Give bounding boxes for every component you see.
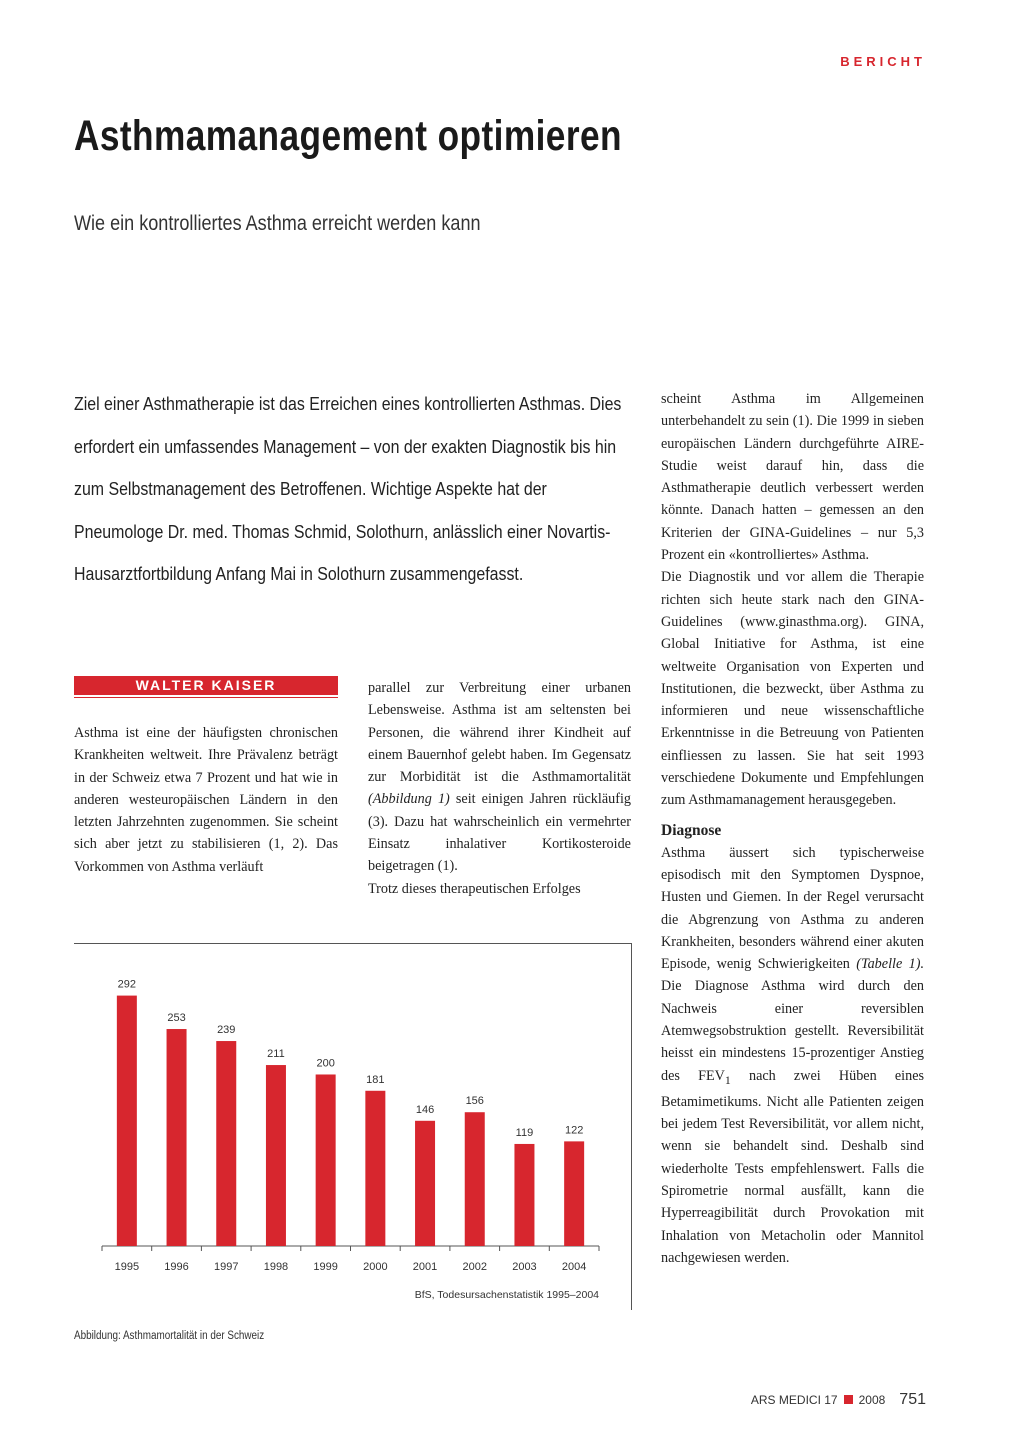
x-tick-label-2004: 2004 bbox=[561, 1261, 587, 1273]
bar-1995 bbox=[117, 996, 137, 1246]
section-heading-diagnose: Diagnose bbox=[661, 821, 722, 839]
author-byline: WALTER KAISER bbox=[74, 676, 338, 695]
x-tick-label-1998: 1998 bbox=[263, 1261, 289, 1273]
x-tick-label-2000: 2000 bbox=[363, 1261, 388, 1273]
data-label-2002: 156 bbox=[465, 1095, 484, 1108]
chart-frame bbox=[74, 943, 632, 1310]
journal-year: 2008 bbox=[858, 1393, 886, 1407]
article-subtitle: Wie ein kontrolliertes Asthma erreicht werden kann bbox=[74, 212, 481, 235]
data-label-2003: 119 bbox=[515, 1126, 534, 1139]
data-label-1996: 253 bbox=[167, 1012, 186, 1025]
figure-caption: Abbildung: Asthmamortalität in der Schweiz bbox=[74, 1330, 265, 1342]
byline-rule bbox=[74, 697, 338, 698]
body-paragraph: Asthma ist eine der häufigsten chronischen Krankheiten weltweit. Ihre Prävalenz beträgt in der Schweiz etwa 7 Prozent und hat wie in anderen westeuropäischen Ländern in den letzten Jahrzehnten zugenommen. Sie scheint sich aber jetzt zu stabilisieren (1, 2). Das Vorkommen von Asthma verläuft bbox=[74, 725, 338, 875]
bar-2000 bbox=[365, 1091, 385, 1246]
x-tick-label-1996: 1996 bbox=[164, 1261, 189, 1273]
data-label-1997: 239 bbox=[217, 1024, 236, 1037]
x-tick-label-2003: 2003 bbox=[512, 1261, 537, 1273]
data-label-2000: 181 bbox=[366, 1073, 385, 1086]
data-label-1999: 200 bbox=[316, 1057, 335, 1070]
footer-square-icon bbox=[844, 1395, 853, 1404]
bar-2002 bbox=[465, 1112, 485, 1246]
body-paragraph: Asthma äussert sich typischerweise episodisch mit den Symptomen Dyspnoe, Husten und Giemen. In der Regel verursacht die Abgrenzung von Asthma zu anderen Krankheiten, besonders während einer akuten Episode, wenig Schwierigkeiten (Tabelle 1). Die Diagnose Asthma wird durch den Nachweis einer reversiblen Atemwegsobstruktion gestellt. Reversibilität heisst ein mindestens 15-prozentiger Anstieg des $FEV_1$ nach zwei Hüben eines Betamimetikums. Nicht alle Patienten zeigen bei jedem Test Reversibilität, vor allem nicht, wenn sie behandelt sind. Deshalb sind wiederholte Tests empfehlenswert. Falls die Spirometrie normal ausfällt, kann die Hyperreagibilität durch Provokation mit Inhalation von Metacholin oder Mannitol nachgewiesen werden. bbox=[661, 844, 925, 1266]
body-paragraph: scheint Asthma im Allgemeinen unterbehandelt zu sein (1). Die 1999 in sieben europäischen Ländern durchgeführte AIRE-Studie weist darauf hin, dass die Asthmatherapie deutlich verbessert werden könnte. Danach hatten – gemessen an den Kriterien der GINA-Guidelines – nur 5,3 Prozent ein «kontrolliertes» Asthma. bbox=[661, 391, 924, 564]
page-number: 751 bbox=[899, 1391, 926, 1408]
table-reference: (Tabelle 1). bbox=[856, 956, 925, 973]
bar-2004 bbox=[564, 1141, 584, 1246]
bar-2001 bbox=[415, 1121, 435, 1246]
chart-source-note: BfS, Todesursachenstatistik 1995–2004 bbox=[414, 1289, 599, 1301]
lead-paragraph bbox=[74, 383, 624, 596]
mortality-bar-chart bbox=[74, 944, 631, 1310]
bar-1998 bbox=[266, 1065, 286, 1246]
bar-1997 bbox=[216, 1041, 236, 1246]
text-column-1 bbox=[74, 722, 338, 878]
body-paragraph: parallel zur Verbreitung einer urbanen Lebensweise. Asthma ist am seltensten bei Personen, die während ihrer Kindheit auf einem Bauernhof gelebt haben. Im Gegensatz zur Morbidität ist die Asthmamortalität (Abbildung 1) seit einigen Jahren rückläufig (3). Dazu hat wahrscheinlich ein vermehrter Einsatz inhalativer Kortikosteroide beigetragen (1). bbox=[368, 680, 631, 875]
x-tick-label-1997: 1997 bbox=[214, 1261, 239, 1273]
bar-1999 bbox=[316, 1074, 336, 1246]
bar-1996 bbox=[167, 1029, 187, 1246]
lead-text: Ziel einer Asthmatherapie ist das Erreichen eines kontrollierten Asthmas. Dies erfordert ein umfassendes Management – von der exakten Diagnostik bis hin zum Selbstmanagement des Betroffenen. Wichtige Aspekte hat der Pneumologe Dr. med. Thomas Schmid, Solothurn, anlässlich einer Novartis-Hausarztfortbildung Anfang Mai in Solothurn zusammengefasst. bbox=[74, 393, 622, 584]
section-label: BERICHT bbox=[840, 54, 926, 69]
body-paragraph: Trotz dieses therapeutischen Erfolges bbox=[368, 880, 581, 897]
x-tick-label-2001: 2001 bbox=[412, 1261, 438, 1273]
data-label-2001: 146 bbox=[415, 1103, 435, 1116]
data-label-1998: 211 bbox=[267, 1048, 285, 1061]
x-tick-label-1995: 1995 bbox=[114, 1261, 140, 1273]
page-footer bbox=[751, 1391, 926, 1409]
data-label-1995: 292 bbox=[117, 978, 137, 991]
x-tick-label-2002: 2002 bbox=[462, 1261, 487, 1273]
bar-2003 bbox=[514, 1144, 534, 1246]
data-label-2004: 122 bbox=[564, 1124, 584, 1137]
journal-name: ARS MEDICI 17 bbox=[750, 1393, 838, 1407]
text-column-2 bbox=[368, 677, 631, 900]
article-title: Asthmamanagement optimieren bbox=[74, 112, 622, 160]
text-column-3 bbox=[661, 388, 924, 1269]
x-tick-label-1999: 1999 bbox=[313, 1261, 338, 1273]
body-paragraph: Die Diagnostik und vor allem die Therapie richten sich heute stark nach den GINA-Guidelines (www.ginasthma.org). GINA, Global Initiative for Asthma, ist eine weltweite Organisation von Experten und Institutionen, die bezweckt, über Asthma zu informieren und neue wissenschaftliche Erkenntnisse in die Betreuung von Patienten einfliessen zu lassen. Sie hat seit 1993 verschiedene Dokumente und Empfehlungen zum Asthmamanagement herausgegeben. bbox=[661, 569, 924, 809]
figure-reference: (Abbildung 1) bbox=[368, 791, 450, 808]
